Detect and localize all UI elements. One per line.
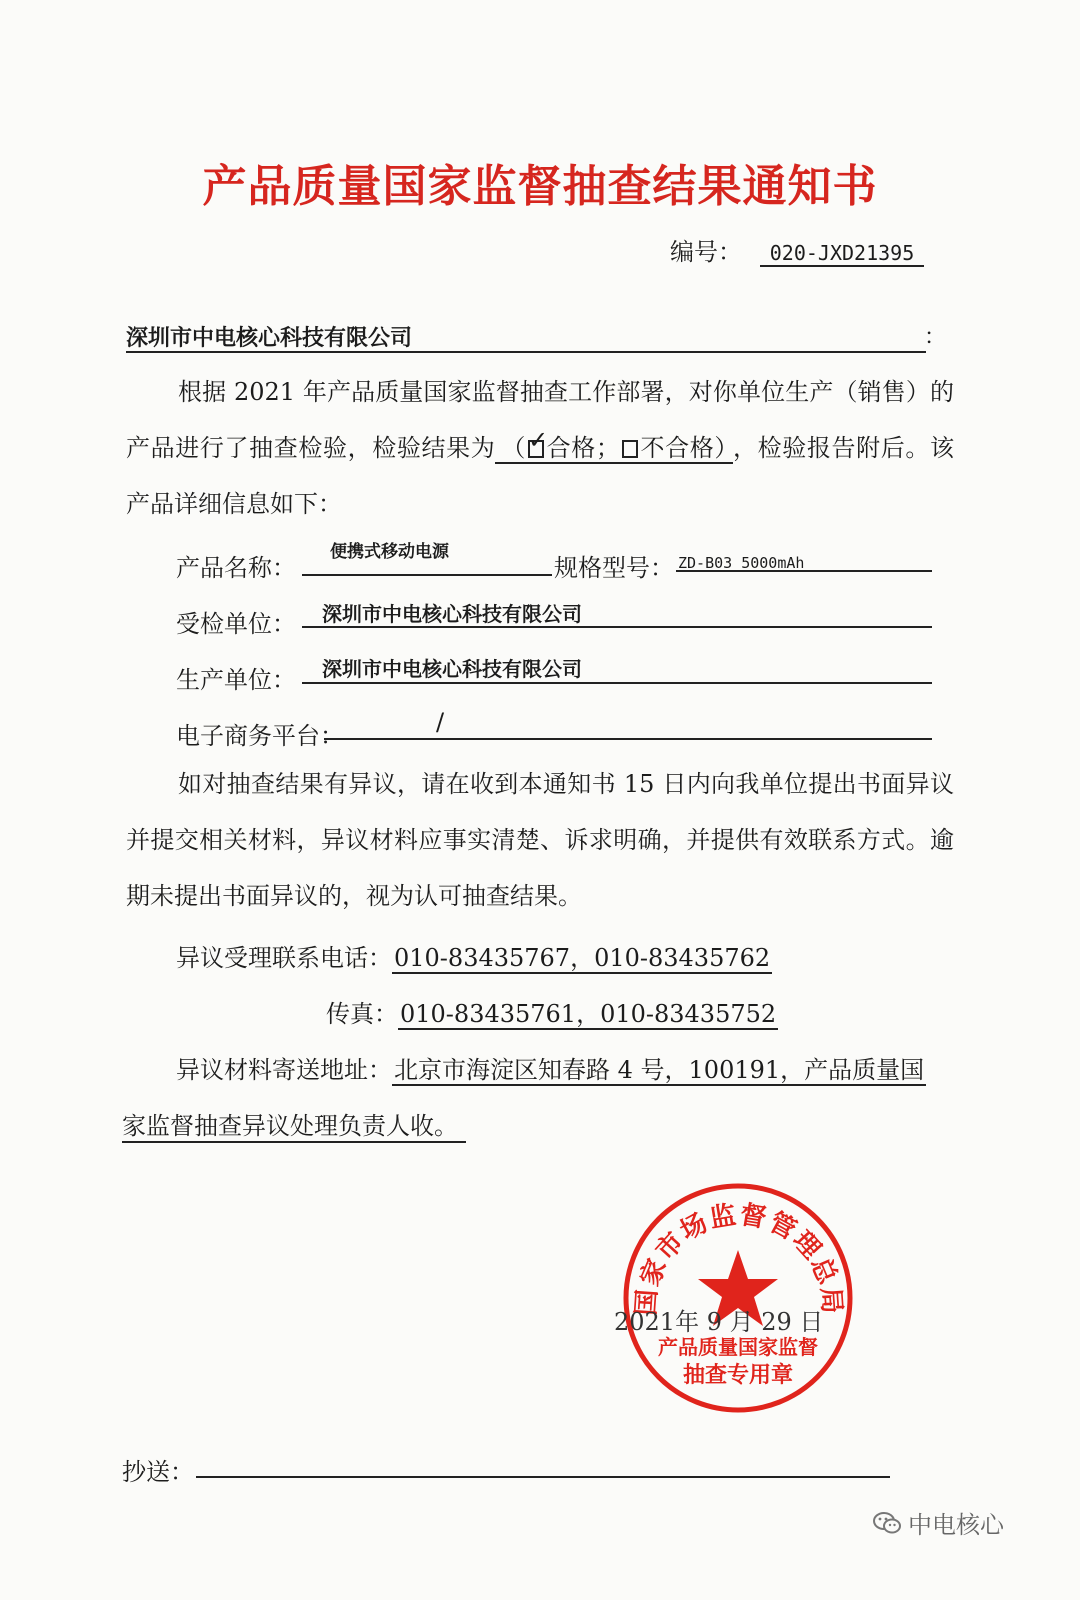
result-fail: 不合格） xyxy=(639,434,727,462)
product-name-value: 便携式移动电源 xyxy=(330,542,449,562)
addressee-colon: ： xyxy=(924,325,947,350)
seal-outer-text: 国家市场监督管理总局 xyxy=(631,1199,847,1317)
model-value: ZD-B03 5000mAh xyxy=(678,554,805,572)
phone-line xyxy=(176,938,772,973)
watermark-text: 中电核心 xyxy=(908,1511,1004,1539)
fax-value: 010-83435761，010-83435752 xyxy=(400,1000,777,1028)
seal-inner-line2: 抽查专用章 xyxy=(682,1363,794,1388)
inspected-unit-label: 受检单位： xyxy=(176,610,296,638)
model-label: 规格型号： xyxy=(554,554,674,582)
ecommerce-line xyxy=(324,710,932,740)
issue-date: 2021年 9 月 29 日 xyxy=(614,1308,824,1336)
official-seal xyxy=(620,1180,856,1416)
fax-line xyxy=(326,994,778,1029)
result-pass: 合格； xyxy=(546,434,620,462)
check-mark-icon: ✓ xyxy=(528,426,549,454)
fail-checkbox xyxy=(622,440,638,458)
phone-value: 010-83435767，010-83435762 xyxy=(394,944,771,972)
result-field xyxy=(495,426,733,464)
phone-label: 异议受理联系电话： xyxy=(176,944,392,972)
result-open: （ xyxy=(501,434,526,462)
address-label: 异议材料寄送地址： xyxy=(176,1056,392,1084)
body1-after: ，检验报告附后。该产品详细信息如下： xyxy=(126,434,954,518)
document-title: 产品质量国家监督抽查结果通知书 xyxy=(202,161,878,212)
document-number-value: 020-JXD21395 xyxy=(760,241,924,267)
pass-checkbox xyxy=(528,426,549,458)
document-number xyxy=(670,232,924,267)
document-number-label: 编号： xyxy=(670,238,742,266)
seal-inner-line1: 产品质量国家监督 xyxy=(658,1335,818,1359)
wechat-icon xyxy=(872,1510,902,1536)
address-line xyxy=(176,1050,926,1085)
body1-before: 根据 2021 年产品质量国家监督抽查工作部署，对你单位生产（销售）的产品进行了抽查检验，检验结果为 xyxy=(126,378,954,462)
addressee: 深圳市中电核心科技有限公司 xyxy=(126,321,926,353)
inspected-unit-value: 深圳市中电核心科技有限公司 xyxy=(322,602,582,626)
address-value-2: 家监督抽查异议处理负责人收。 xyxy=(122,1106,466,1143)
body-paragraph-1 xyxy=(126,364,954,532)
watermark xyxy=(872,1505,1004,1540)
ecommerce-value: / xyxy=(436,708,445,736)
ecommerce-label: 电子商务平台： xyxy=(176,722,344,750)
producer-value: 深圳市中电核心科技有限公司 xyxy=(322,657,582,681)
cc-line xyxy=(196,1476,890,1478)
address-value-1: 北京市海淀区知春路 4 号，100191，产品质量国 xyxy=(394,1056,925,1084)
producer-label: 生产单位： xyxy=(176,666,296,694)
fax-label: 传真： xyxy=(326,1000,398,1028)
body-paragraph-2: 如对抽查结果有异议，请在收到本通知书 15 日内向我单位提出书面异议并提交相关材料，异议材料应事实清楚、诉求明确，并提供有效联系方式。逾期未提出书面异议的，视为认可抽查结果。 xyxy=(126,770,954,910)
product-name-label: 产品名称： xyxy=(176,554,296,582)
cc-label: 抄送： xyxy=(122,1458,194,1486)
